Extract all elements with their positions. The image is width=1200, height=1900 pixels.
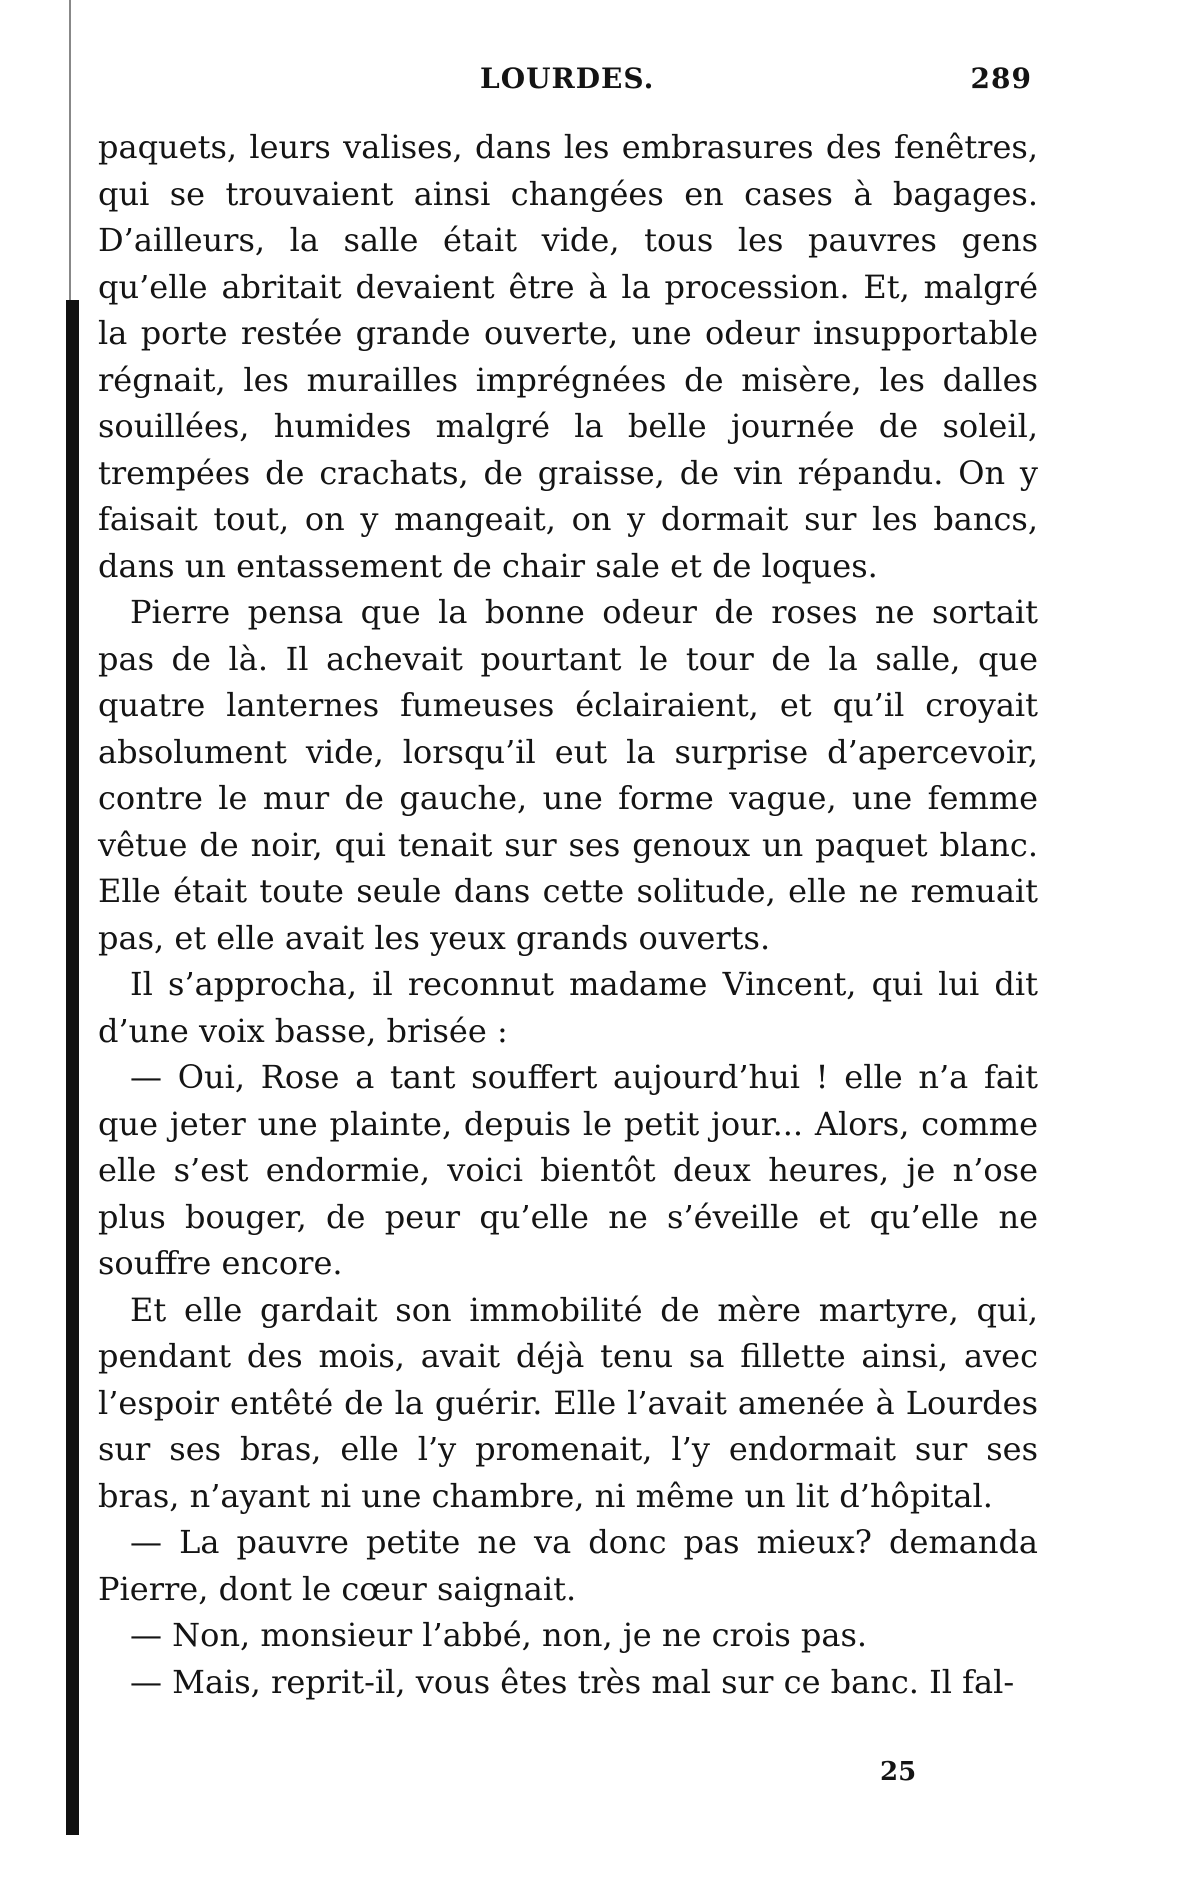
page-header [100, 62, 1040, 102]
binding-edge [66, 300, 79, 1835]
paragraph-2: Pierre pensa que la bonne odeur de roses ne sortait pas de là. Il achevait pourtant le tour de la salle, que quatre lanternes fumeuses éclairaient, et qu’il croyait absolument vide, lorsqu’il eut la surprise d’apercevoir, contre le mur de gauche, une forme vague, une femme vêtue de noir, qui tenait sur ses genoux un paquet blanc. Elle était toute seule dans cette solitude, elle ne remuait pas, et elle avait les yeux grands ouverts. [98, 593, 1038, 957]
page-number: 289 [970, 62, 1032, 95]
paragraph-8-dialogue: — Mais, reprit-il, vous êtes très mal sur ce banc. Il fal- [130, 1662, 1015, 1701]
signature-mark: 25 [880, 1757, 917, 1787]
binding-edge-top [69, 0, 71, 300]
running-title: LOURDES. [480, 62, 655, 95]
paragraph-6-dialogue: — La pauvre petite ne va donc pas mieux? demanda Pierre, dont le cœur saignait. [98, 1523, 1038, 1608]
paragraph-5: Et elle gardait son immobilité de mère martyre, qui, pendant des mois, avait déjà tenu sa fillette ainsi, avec l’espoir entêté de la guérir. Elle l’avait amenée à Lourdes sur ses bras, elle l’y promenait, l’y endormait sur ses bras, n’ayant ni une chambre, ni même un lit d’hôpital. [98, 1290, 1038, 1515]
paragraph-3: Il s’approcha, il reconnut madame Vincent, qui lui dit d’une voix basse, brisée : [98, 965, 1038, 1050]
paragraph-7-dialogue: — Non, monsieur l’abbé, non, je ne crois pas. [130, 1616, 868, 1654]
body-text [98, 124, 1038, 1705]
paragraph-4-dialogue: — Oui, Rose a tant souffert aujourd’hui ! elle n’a fait que jeter une plainte, depuis le petit jour... Alors, comme elle s’est endormie, voici bientôt deux heures, je n’ose plus bouger, de peur qu’elle ne s’éveille et qu’elle ne souffre encore. [98, 1058, 1038, 1282]
paragraph-1: paquets, leurs valises, dans les embrasures des fenêtres, qui se trouvaient ainsi changées en cases à bagages. D’ailleurs, la salle était vide, tous les pauvres gens qu’elle abritait devaient être à la procession. Et, malgré la porte restée grande ouverte, une odeur insupportable régnait, les murailles imprégnées de misère, les dalles souillées, humides malgré la belle journée de soleil, trempées de crachats, de graisse, de vin répandu. On y faisait tout, on y mangeait, on y dormait sur les bancs, dans un entassement de chair sale et de loques. [98, 128, 1038, 585]
